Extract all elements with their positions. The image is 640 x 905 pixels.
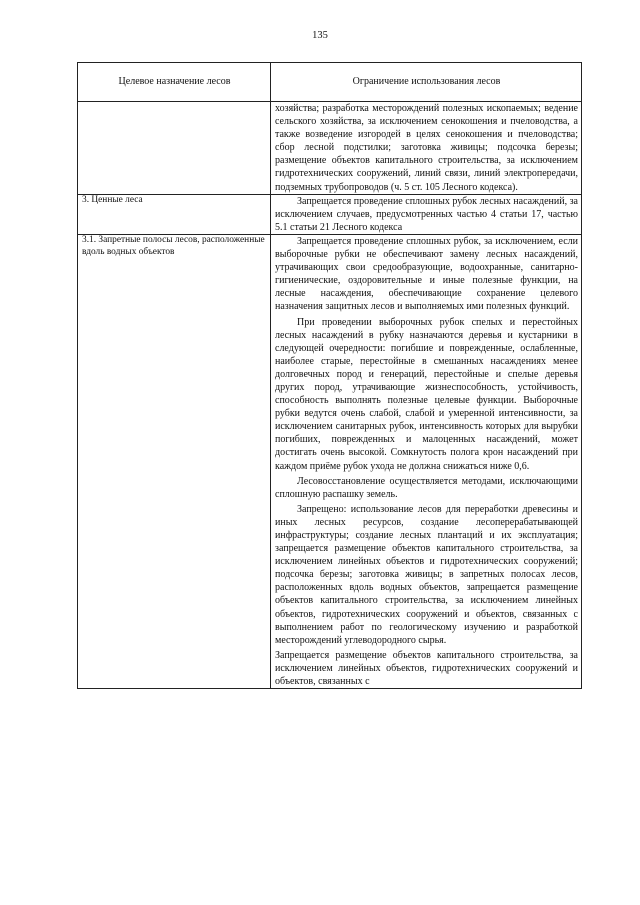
restriction-paragraph: Запрещается проведение сплошных рубок лесных насаждений, за исключением случаев, предусмотренных частью 4 статьи 17, частью 5.1 статьи 21 Лесного кодекса [275,195,578,233]
row-category: 3.1. Запретные полосы лесов, расположенные вдоль водных объектов [78,234,271,688]
restriction-paragraph: Запрещено: использование лесов для переработки древесины и иных лесных ресурсов, создание лесоперерабатывающей инфраструктуры; создание лесных плантаций и их эксплуатация; запрещается размещение объектов капитального строительства, за исключением линейных объектов и гидротехнических сооружений; подсочка березы; заготовка живицы; в запретных полосах лесов, расположенных вдоль водных объектов, запрещается размещение объектов капитального строительства, за исключением линейных объектов, гидротехнических сооружений и объектов, связанных с выполнением работ по геологическому изучению и разработкой месторождений углеводородного сырья. [275,503,578,646]
restriction-paragraph: Лесовосстановление осуществляется методами, исключающими сплошную распашку земель. [275,475,578,500]
restriction-paragraph: Запрещается размещение объектов капитального строительства, за исключением линейных объектов, гидротехнических сооружений и объектов, связанных с [275,649,578,688]
restriction-paragraph: Запрещается проведение сплошных рубок, за исключением, если выборочные рубки не обеспечивают замену лесных насаждений, утрачивающих свои средообразующие, водоохранные, санитарно-гигиенические, оздоровительные и иные полезные функции, на лесные насаждения, обеспечивающие сохранение целевого назначения защитных лесов и выполняемых ими полезных функций. [275,235,578,313]
row-restrictions [271,102,582,195]
row-restrictions [271,234,582,688]
page-number: 135 [312,30,328,41]
restrictions-table [77,62,582,689]
header-usage-restriction: Ограничение использования лесов [271,63,582,102]
row-category: 3. Ценные леса [78,194,271,234]
table-row [78,194,582,234]
table-row [78,234,582,688]
table-row [78,102,582,195]
table-header-row [78,63,582,102]
header-forest-purpose: Целевое назначение лесов [78,63,271,102]
restriction-paragraph: При проведении выборочных рубок спелых и перестойных лесных насаждений в рубку назначаются деревья и кустарники в следующей очередности: погибшие и поврежденные, ослабленные, наиболее старые, перестойные в смешанных насаждениях менее долговечных пород и генераций, перестойные и спелые деревья других пород, утрачивающие жизнеспособность, устойчивость, способность выполнять полезные целевые функции. Выборочные рубки ведутся очень слабой, слабой и умеренной интенсивности, за исключением санитарных рубок, интенсивность которых для вырубки погибших, поврежденных и малоценных насаждений, может достигать очень высокой. Сомкнутость полога крон насаждений при каждом приёме рубок ухода не должна снижаться ниже 0,6. [275,316,578,472]
row-restrictions [271,194,582,234]
restriction-paragraph: хозяйства; разработка месторождений полезных ископаемых; ведение сельского хозяйства, за исключением сенокошения и пчеловодства, а также возведение изгородей в целях сенокошения и пчеловодства; сбор лесной подстилки; заготовка живицы; подсочка березы; размещение объектов капитального строительства, за исключением гидротехнических сооружений, линий связи, линий электропередачи, подземных трубопроводов (ч. 5 ст. 105 Лесного кодекса). [275,103,578,193]
row-category [78,102,271,195]
